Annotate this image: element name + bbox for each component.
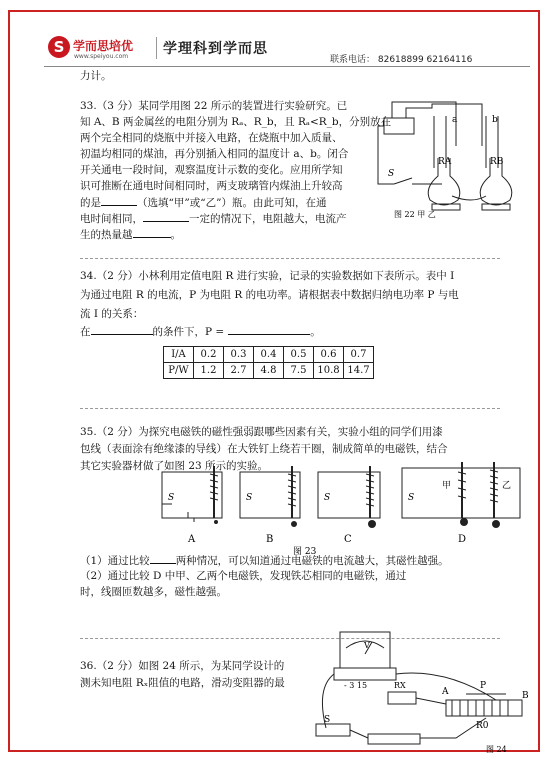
q33-line-7: 的是 （选填“甲”或“乙”）瓶。由此可知，在通 (80, 194, 326, 211)
brand-slogan: 学理科到学而思 (163, 41, 268, 57)
label-s: S (324, 715, 331, 725)
rx-resistor-icon (388, 692, 416, 704)
q33-line-3: 两个完全相同的烧瓶中并接入电路，在烧瓶中加入质量、 (80, 132, 343, 144)
label-B: B (266, 534, 274, 545)
brand-logo-icon: S (48, 36, 70, 58)
label-P: P (480, 681, 487, 691)
condition-blank[interactable] (91, 323, 153, 335)
answer-blank[interactable] (133, 226, 171, 238)
voltmeter-icon (340, 632, 390, 668)
label-rx: RX (394, 681, 406, 690)
label-ra: RA (438, 157, 452, 167)
battery-icon (384, 118, 414, 134)
q35-line-2: 包线（表面涂有绝缘漆的导线）在大铁钉上绕若干圈，制成简单的电磁铁，结合 (80, 443, 448, 455)
q33-line-4: 初温均相同的煤油，再分别插入相同的温度计 a、b。闭合 (80, 148, 349, 160)
q35-line-3: 其它实验器材做了如图 23 所示的实验。 (80, 460, 269, 472)
answer-blank[interactable] (101, 194, 137, 206)
meter-label: V (364, 641, 370, 650)
data-table (163, 346, 374, 379)
switch-label-c: S (324, 493, 331, 503)
q34-line-1: 34.（2 分）小林利用定值电阻 R 进行实验，记录的实验数据如下表所示。表中 I (80, 270, 455, 282)
label-D: D (458, 534, 467, 545)
q33-line-6: 识可推断在通电时间相同时，两支玻璃管内煤油上升较高 (80, 180, 343, 192)
label-B: B (522, 691, 529, 701)
meter-terminals: - 3 15 (344, 681, 368, 690)
figure-23-caption: 图 23 (293, 547, 317, 557)
figure-24-caption: 图 24 (486, 745, 507, 754)
q35-line-1: 35.（2 分）为探究电磁铁的磁性强弱跟哪些因素有关，实验小组的同学们用漆 (80, 426, 443, 438)
figure-22-caption: 图 22 甲 乙 (394, 210, 436, 218)
figure-24-diagram (296, 628, 532, 754)
switch-icon (394, 178, 412, 184)
switch-icon (316, 724, 350, 736)
label-rb: RB (490, 157, 504, 167)
q33-line-9: 生的热量越 。 (80, 226, 181, 243)
label-a: a (452, 115, 458, 125)
label-yi: 乙 (502, 481, 512, 491)
answer-blank[interactable] (150, 552, 176, 564)
label-A: A (188, 534, 196, 545)
q33-line-1: 33.（3 分）某同学用图 22 所示的装置进行实验研究。已 (80, 100, 348, 112)
switch-label-d: S (408, 493, 415, 503)
formula-blank[interactable] (228, 323, 310, 335)
table-row: P/W 1.2 2.7 4.8 7.5 10.8 14.7 (164, 363, 374, 379)
q33-line-5: 开关通电一段时间，观察温度计示数的变化。应用所学知 (80, 164, 343, 176)
contact-phone: 联系电话： 82618899 62164116 (330, 55, 473, 65)
section-divider (80, 408, 500, 409)
figure-22-diagram (372, 96, 522, 218)
q36-line-1: 36.（2 分）如图 24 所示，为某同学设计的 (80, 660, 285, 672)
header-divider (156, 37, 157, 59)
label-s: S (388, 169, 395, 179)
label-A: A (442, 687, 449, 697)
brand-url: www.speiyou.com (74, 53, 129, 60)
label-r0: R0 (476, 721, 489, 731)
header-rule (44, 66, 530, 67)
q35-sub-1: （1）通过比较 两种情况，可以知道通过电磁铁的电流越大，其磁性越强。 (80, 552, 449, 569)
q33-line-8: 电时间相同， 一定的情况下，电阻越大，电流产 (80, 210, 347, 227)
battery-icon (368, 734, 420, 744)
table-row: I/A 0.2 0.3 0.4 0.5 0.6 0.7 (164, 347, 374, 363)
switch-label-a: S (168, 493, 175, 503)
brand-name: 学而思培优 (73, 39, 134, 53)
previous-question-tail: 力计。 (80, 70, 112, 82)
switch-label-b: S (246, 493, 253, 503)
figure-23-diagram (158, 458, 530, 558)
section-divider (80, 258, 500, 259)
label-jia: 甲 (442, 481, 452, 491)
q34-line-2: 为通过电阻 R 的电流，P 为电阻 R 的电功率。请根据表中数据归纳电功率 P 与电 (80, 289, 459, 301)
label-b: b (492, 115, 498, 125)
q33-line-2: 知 A、B 两金属丝的电阻分别为 Rₐ、R_b，且 Rₐ<R_b，分别放在 (80, 116, 392, 128)
q34-line-3: 流 I 的关系： (80, 308, 144, 320)
q34-answer-line: 在 的条件下，P = 。 (80, 323, 321, 340)
label-C: C (344, 534, 352, 545)
q35-sub-2: （2）通过比较 D 中甲、乙两个电磁铁，发现铁芯相同的电磁铁，通过 (80, 570, 407, 582)
answer-blank[interactable] (143, 210, 189, 222)
q36-line-2: 测未知电阻 Rₓ阻值的电路，滑动变阻器的最 (80, 677, 285, 689)
q35-sub-2-cont: 时，线圈匝数越多，磁性越强。 (80, 586, 227, 598)
